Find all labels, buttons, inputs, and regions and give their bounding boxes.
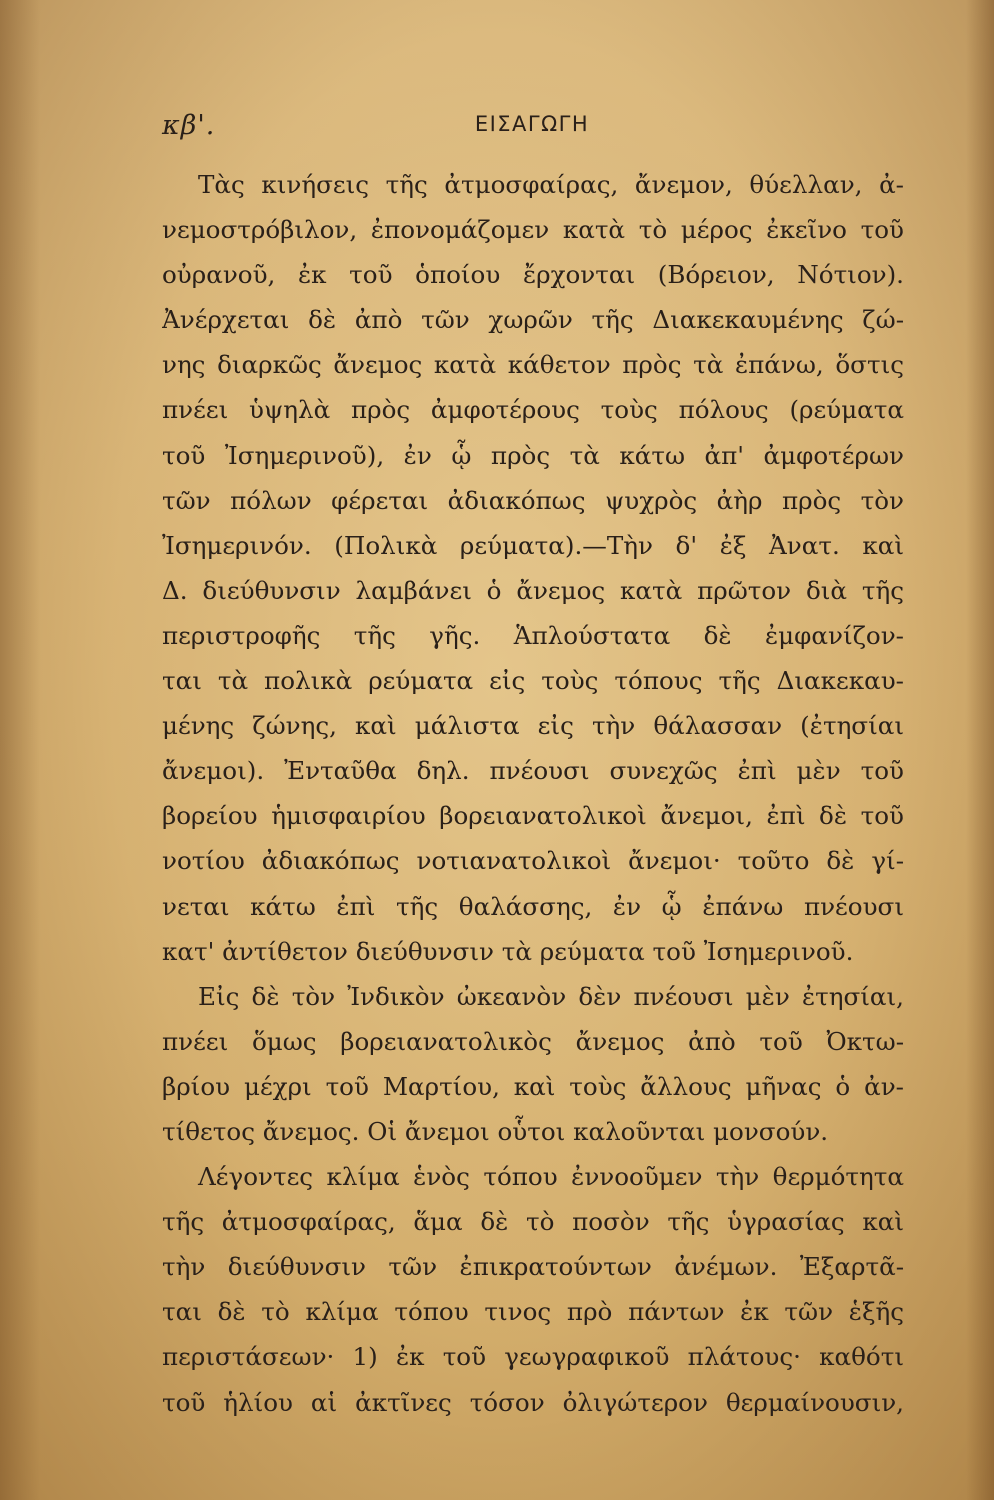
running-title: ΕΙΣΑΓΩΓΗ [474, 112, 590, 136]
text-line: πνέει ὅμως βορειανατολικὸς ἄνεμος ἀπὸ τοῦ Ὀκτω- [162, 1026, 904, 1056]
text-line: Λέγοντες κλίμα ἑνὸς τόπου ἐννοοῦμεν τὴν θερμότητα [198, 1162, 904, 1192]
text-line: πνέει ὑψηλὰ πρὸς ἀμφοτέρους τοὺς πόλους (ρεύματα [162, 395, 904, 425]
text-line: περιστροφῆς τῆς γῆς. Ἁπλούστατα δὲ ἐμφανίζον- [162, 620, 904, 650]
text-line: νεται κάτω ἐπὶ τῆς θαλάσσης, ἐν ᾧ ἐπάνω πνέουσι [162, 891, 904, 921]
text-line: τὴν διεύθυνσιν τῶν ἐπικρατούντων ἀνέμων. Ἐξαρτᾶ- [162, 1252, 904, 1282]
text-line: νοτίου ἀδιακόπως νοτιανατολικοὶ ἄνεμοι· τοῦτο δὲ γί- [162, 846, 904, 876]
text-line: Τὰς κινήσεις τῆς ἀτμοσφαίρας, ἄνεμον, θύελλαν, ἀ- [198, 170, 904, 199]
text-line: τοῦ ἡλίου αἱ ἀκτῖνες τόσον ὀλιγώτερον θερμαίνουσιν, [162, 1387, 904, 1417]
text-line: νης διαρκῶς ἄνεμος κατὰ κάθετον πρὸς τὰ ἐπάνω, ὅστις [162, 350, 904, 380]
text-line: τῆς ἀτμοσφαίρας, ἅμα δὲ τὸ ποσὸν τῆς ὑγρασίας καὶ [162, 1207, 904, 1237]
page-gutter-shadow [0, 0, 40, 1500]
body-text [162, 162, 904, 1425]
text-line: Δ. διεύθυνσιν λαμβάνει ὁ ἄνεμος κατὰ πρῶτον διὰ τῆς [162, 575, 904, 605]
text-line: Εἰς δὲ τὸν Ἰνδικὸν ὠκεανὸν δὲν πνέουσι μὲν ἐτησίαι, [198, 981, 904, 1011]
page-header [162, 110, 902, 150]
page-number: κβ'. [162, 110, 216, 141]
text-line: Ἰσημερινόν. (Πολικὰ ρεύματα).—Τὴν δ' ἐξ Ἀνατ. καὶ [162, 530, 904, 560]
text-line: νεμοστρόβιλον, ἐπονομάζομεν κατὰ τὸ μέρος ἐκεῖνο τοῦ [162, 215, 904, 245]
text-line: τοῦ Ἰσημερινοῦ), ἐν ᾧ πρὸς τὰ κάτω ἀπ' ἀμφοτέρων [162, 440, 904, 470]
text-line: ται τὰ πολικὰ ρεύματα εἰς τοὺς τόπους τῆς Διακεκαυ- [162, 666, 904, 696]
text-line: περιστάσεων· 1) ἐκ τοῦ γεωγραφικοῦ πλάτους· καθότι [162, 1342, 904, 1372]
text-line: οὐρανοῦ, ἐκ τοῦ ὁποίου ἔρχονται (Βόρειον, Νότιον). [162, 260, 904, 290]
text-line: βρίου μέχρι τοῦ Μαρτίου, καὶ τοὺς ἄλλους μῆνας ὁ ἀν- [162, 1071, 904, 1101]
text-line: ται δὲ τὸ κλίμα τόπου τινος πρὸ πάντων ἐκ τῶν ἑξῆς [162, 1297, 904, 1327]
page-edge-shadow [966, 0, 994, 1500]
text-line: ἄνεμοι). Ἐνταῦθα δηλ. πνέουσι συνεχῶς ἐπὶ μὲν τοῦ [162, 756, 904, 786]
text-line: βορείου ἡμισφαιρίου βορειανατολικοὶ ἄνεμοι, ἐπὶ δὲ τοῦ [162, 801, 904, 831]
text-line: Ἀνέρχεται δὲ ἀπὸ τῶν χωρῶν τῆς Διακεκαυμένης ζώ- [162, 305, 904, 335]
text-line: τίθετος ἄνεμος. Οἱ ἄνεμοι οὗτοι καλοῦνται μονσούν. [162, 1116, 829, 1146]
text-line: κατ' ἀντίθετον διεύθυνσιν τὰ ρεύματα τοῦ Ἰσημερινοῦ. [162, 936, 854, 966]
text-line: τῶν πόλων φέρεται ἀδιακόπως ψυχρὸς ἀὴρ πρὸς τὸν [162, 485, 904, 515]
text-line: μένης ζώνης, καὶ μάλιστα εἰς τὴν θάλασσαν (ἐτησίαι [162, 711, 904, 741]
